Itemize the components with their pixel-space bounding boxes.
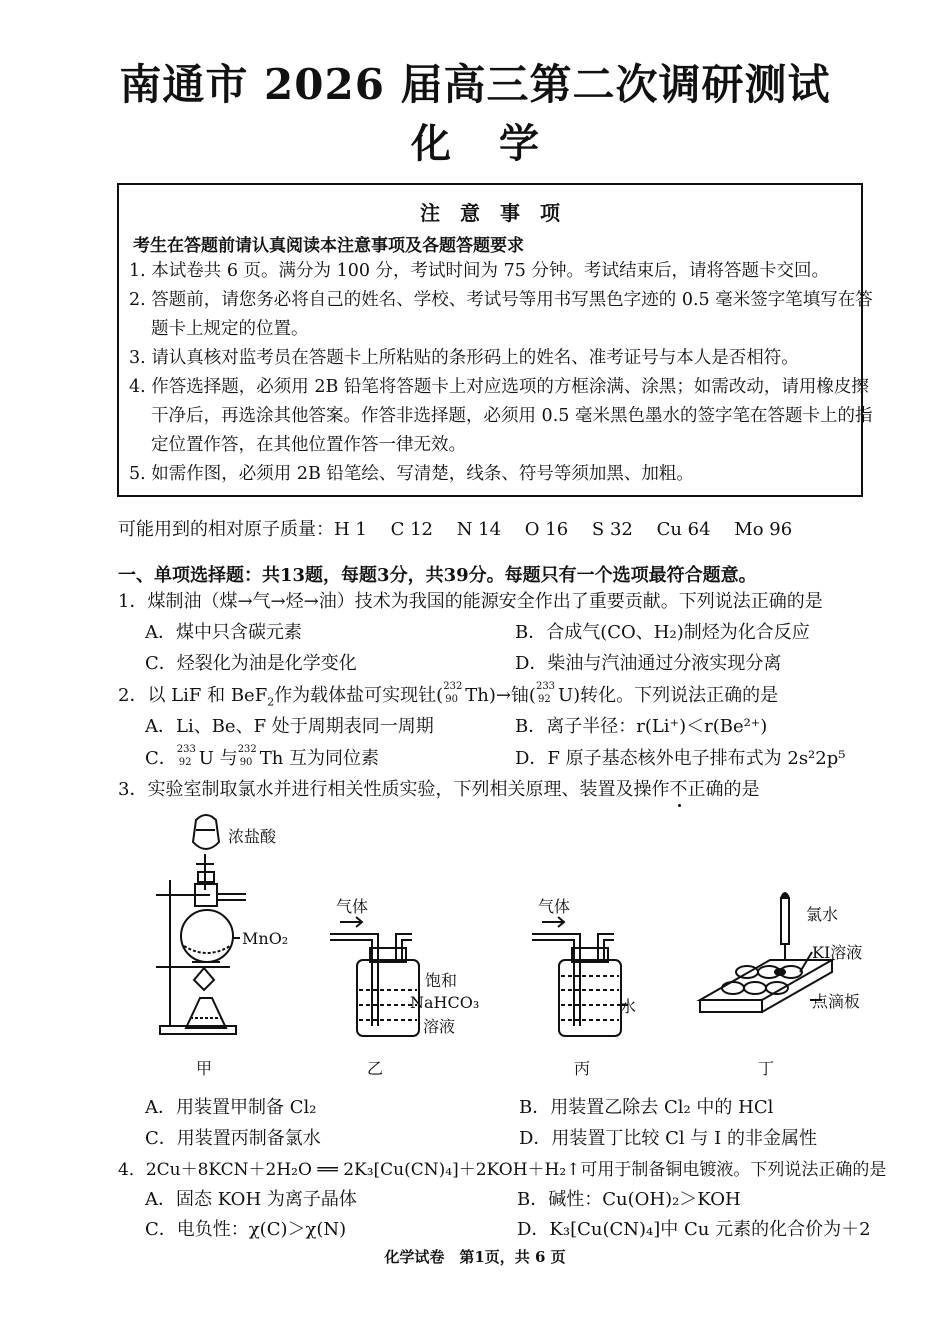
notice-line-1: 1. 本试卷共 6 页。满分为 100 分，考试时间为 75 分钟。考试结束后，请将答题卡交回。 [129, 261, 829, 281]
q1-option-b: B．合成气(CO、H₂)制烃为化合反应 [515, 622, 810, 643]
label-conc-hcl: 浓盐酸 [228, 827, 277, 846]
apparatus-figure [0, 800, 950, 1090]
label-nahco3-3: 溶液 [423, 1017, 456, 1036]
q3-option-d: D．用装置丁比较 Cl 与 I 的非金属性 [519, 1128, 817, 1149]
q2-stem-part-d: U)转化。下列说法正确的是 [557, 685, 779, 706]
q2-stem-part-c: Th)→铀( [465, 685, 536, 706]
apparatus-yi [330, 917, 419, 1036]
notice-line-5: 5. 如需作图，必须用 2B 铅笔绘、写清楚，线条、符号等须加黑、加粗。 [129, 464, 694, 484]
label-mno2: MnO₂ [242, 929, 289, 948]
q2-option-b: B．离子半径：r(Li⁺)＜r(Be²⁺) [515, 716, 768, 737]
label-gas-1: 气体 [336, 897, 369, 916]
exam-title: 南通市 2026 届高三第二次调研测试 [119, 60, 831, 109]
label-chlorine-water: 氯水 [806, 905, 839, 924]
notice-line-4b: 干净后，再选涂其他答案。作答非选择题，必须用 0.5 毫米黑色墨水的签字笔在答题卡上的指 [151, 406, 873, 426]
label-bing: 丙 [574, 1059, 591, 1078]
atomic-masses: 可能用到的相对原子质量：H 1 C 12 N 14 O 16 S 32 Cu 64 Mo 96 [118, 519, 793, 540]
uranium-isotope: 233 92 [535, 681, 556, 705]
section-heading: 一、单项选择题：共13题，每题3分，共39分。每题只有一个选项最符合题意。 [118, 565, 757, 586]
label-yi: 乙 [367, 1059, 384, 1078]
thorium-isotope: 232 90 [443, 681, 463, 705]
label-nahco3-1: 饱和 [425, 971, 458, 990]
notice-line-4c: 定位置作答，在其他位置作答一律无效。 [151, 435, 466, 455]
q2-stem-part-a: 2．以 LiF 和 BeF [118, 685, 268, 706]
page-footer: 化学试卷 第1页，共 6 页 [384, 1248, 566, 1266]
notice-line-2b: 题卡上规定的位置。 [151, 319, 309, 339]
label-jia: 甲 [196, 1059, 213, 1078]
apparatus-bing [532, 917, 628, 1036]
label-ding: 丁 [758, 1059, 775, 1078]
apparatus-jia [156, 815, 246, 1034]
q2-option-a: A．Li、Be、F 处于周期表同一周期 [145, 716, 434, 737]
q2-option-d: D．F 原子基态核外电子排布式为 2s²2p⁵ [515, 748, 846, 769]
q3-option-a: A．用装置甲制备 Cl₂ [145, 1097, 317, 1118]
notice-box [117, 183, 873, 497]
label-ki-solution: KI溶液 [812, 943, 863, 962]
q4-option-c: C．电负性：χ(C)＞χ(N) [145, 1219, 347, 1240]
notice-heading: 注意事项 [420, 201, 580, 225]
label-spot-plate: 点滴板 [812, 992, 861, 1011]
label-nahco3-2: NaHCO₃ [410, 993, 480, 1012]
notice-subheading: 考生在答题前请认真阅读本注意事项及各题答题要求 [133, 236, 524, 256]
q1-option-d: D．柴油与汽油通过分液实现分离 [515, 653, 782, 674]
q4-option-d: D．K₃[Cu(CN)₄]中 Cu 元素的化合价为＋2 [517, 1219, 871, 1240]
q2-option-c: C． 233 92 U 与 232 90 Th 互为同位素 [145, 744, 380, 769]
q3-option-c: C．用装置丙制备氯水 [145, 1128, 321, 1149]
notice-line-2: 2. 答题前，请您务必将自己的姓名、学校、考试号等用书写黑色字迹的 0.5 毫米签字笔填写在答 [129, 290, 873, 310]
q4-stem: 4．2Cu＋8KCN＋2H₂O ══ 2K₃[Cu(CN)₄]＋2KOH＋H₂↑可用于制备铜电镀液。下列说法正确的是 [118, 1160, 887, 1180]
q1-option-c: C．烃裂化为油是化学变化 [145, 653, 357, 674]
q1-option-a: A．煤中只含碳元素 [145, 622, 302, 643]
q2-stem: 2．以 LiF 和 BeF$_2$作为载体盐可实现钍( 232 90 Th)→铀( 233 92 U)转化。下列说法正确的是 [118, 681, 779, 709]
notice-line-3: 3. 请认真核对监考员在答题卡上所粘贴的条形码上的姓名、准考证号与本人是否相符。 [129, 348, 799, 368]
uranium-isotope: 233 92 [176, 744, 196, 768]
thorium-isotope: 232 90 [237, 744, 257, 768]
q4-option-b: B．碱性：Cu(OH)₂＞KOH [517, 1189, 741, 1210]
q3-stem: 3．实验室制取氯水并进行相关性质实验，下列相关原理、装置及操作不正确的是 [118, 779, 760, 800]
q1-stem: 1．煤制油（煤→气→烃→油）技术为我国的能源安全作出了重要贡献。下列说法正确的是 [118, 591, 823, 612]
label-water: 水 [620, 997, 637, 1016]
q2-stem-part-b: 作为载体盐可实现钍( [274, 685, 444, 706]
emphasis-not: 不 [669, 779, 688, 800]
notice-line-4: 4. 作答选择题，必须用 2B 铅笔将答题卡上对应选项的方框涂满、涂黑；如需改动，请用橡皮擦 [129, 377, 869, 397]
q4-option-a: A．固态 KOH 为离子晶体 [145, 1189, 357, 1210]
q3-option-b: B．用装置乙除去 Cl₂ 中的 HCl [519, 1097, 774, 1118]
label-gas-2: 气体 [538, 897, 571, 916]
subject-title: 化学 [411, 120, 587, 167]
